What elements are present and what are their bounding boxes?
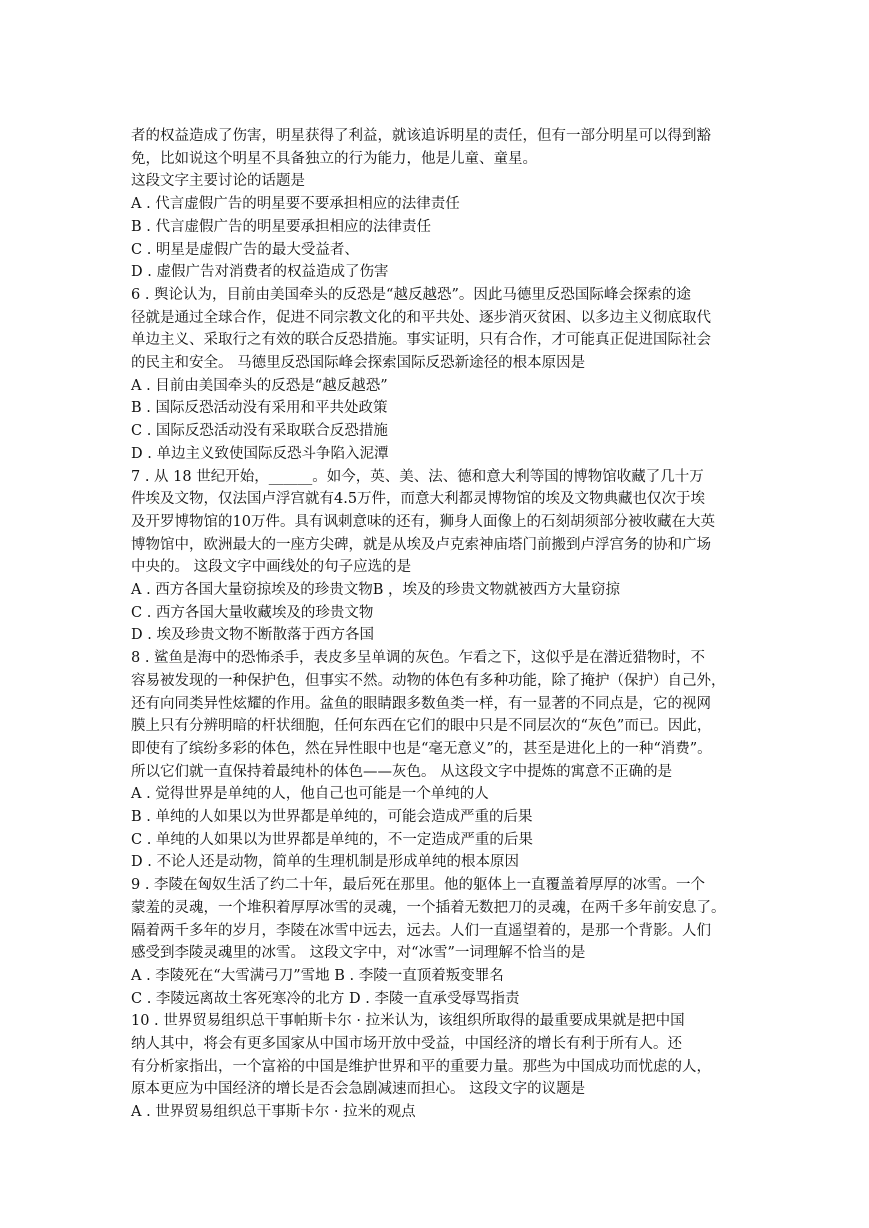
text-line: A . 李陵死在“大雪满弓刀”雪地 B . 李陵一直顶着叛变罪名 — [131, 967, 504, 984]
text-line: 原本更应为中国经济的增长是否会急剧减速而担心。 这段文字的议题是 — [131, 1081, 586, 1098]
text-line: 容易被发现的一种保护色，但事实不然。动物的体色有多种功能，除了掩护（保护）自己外， — [131, 672, 726, 689]
text-line: 6 . 舆论认为，目前由美国牵头的反恐是“越反越恐”。因此马德里反恐国际峰会探索的途 — [131, 286, 691, 303]
text-line: A . 目前由美国牵头的反恐是“越反越恐” — [131, 377, 388, 394]
text-line: 10 . 世界贸易组织总干事帕斯卡尔 · 拉米认为，该组织所取得的最重要成果就是把中国 — [131, 1013, 685, 1030]
text-line: 7 . 从 18 世纪开始，______。如今，英、美、法、德和意大利等国的博物馆收藏了几十万 — [131, 468, 704, 485]
text-line: 单边主义、采取行之有效的联合反恐措施。事实证明，只有合作，才可能真正促进国际社会 — [131, 332, 711, 349]
text-line: C . 明星是虚假广告的最大受益者、 — [131, 241, 359, 258]
text-line: C . 国际反恐活动没有采取联合反恐措施 — [131, 423, 388, 440]
text-line: D . 不论人还是动物，简单的生理机制是形成单纯的根本原因 — [131, 854, 519, 871]
text-line: 纳人其中，将会有更多国家从中国市场开放中受益，中国经济的增长有利于所有人。还 — [131, 1036, 682, 1052]
text-line: 免，比如说这个明星不具备独立的行为能力，他是儿童、童星。 — [131, 150, 537, 167]
text-line: 及开罗博物馆的10万件。具有讽刺意味的还有，狮身人面像上的石刻胡须部分被收藏在大英 — [131, 513, 715, 530]
text-line: A . 西方各国大量窃掠埃及的珍贵文物B ，埃及的珍贵文物就被西方大量窃掠 — [131, 582, 621, 598]
text-line: 者的权益造成了伤害，明星获得了利益，就该追诉明星的责任，但有一部分明星可以得到豁 — [131, 128, 711, 144]
text-line: 的民主和安全。 马德里反恐国际峰会探索国际反恐新途径的根本原因是 — [131, 355, 586, 371]
text-line: A . 代言虚假广告的明星要不要承担相应的法律责任 — [131, 196, 460, 213]
text-line: D . 单边主义致使国际反恐斗争陷入泥潭 — [131, 445, 389, 462]
text-line: B . 单纯的人如果以为世界都是单纯的，可能会造成严重的后果 — [131, 809, 533, 825]
text-line: 径就是通过全球合作，促进不同宗教文化的和平共处、逐步消灭贫困、以多边主义彻底取代 — [131, 309, 711, 326]
text-line: 感受到李陵灵魂里的冰雪。 这段文字中，对“冰雪”一词理解不恰当的是 — [131, 945, 586, 962]
text-line: 蒙羞的灵魂，一个堆积着厚厚冰雪的灵魂，一个插着无数把刀的灵魂，在两千多年前安息了。 — [131, 899, 726, 916]
text-line: D . 埃及珍贵文物不断散落于西方各国 — [131, 627, 374, 644]
text-line: B . 国际反恐活动没有采用和平共处政策 — [131, 400, 388, 417]
text-line: 这段文字主要讨论的话题是 — [131, 173, 305, 190]
text-line: C . 单纯的人如果以为世界都是单纯的，不一定造成严重的后果 — [131, 831, 533, 848]
text-line: 8 . 鲨鱼是海中的恐怖杀手，表皮多呈单调的灰色。乍看之下，这似乎是在潜近猎物时，不 — [131, 650, 706, 667]
text-line: B . 代言虚假广告的明星要承担相应的法律责任 — [131, 218, 431, 235]
text-line: 中央的。 这段文字中画线处的句子应选的是 — [131, 559, 412, 576]
text-line: 有分析家指出，一个富裕的中国是维护世界和平的重要力量。那些为中国成功而忧虑的人， — [131, 1058, 711, 1075]
text-line: A . 世界贸易组织总干事斯卡尔 · 拉米的观点 — [131, 1104, 416, 1121]
text-line: D . 虚假广告对消费者的权益造成了伤害 — [131, 264, 389, 281]
text-line: 9 . 李陵在匈奴生活了约二十年，最后死在那里。他的躯体上一直覆盖着厚厚的冰雪。一个 — [131, 877, 706, 894]
text-line: 即使有了缤纷多彩的体色，然在异性眼中也是“毫无意义”的，甚至是进化上的一种“消费”。 — [131, 740, 712, 757]
text-line: 件埃及文物，仅法国卢浮宫就有4.5万件，而意大利都灵博物馆的埃及文物典藏也仅次于埃 — [131, 491, 706, 508]
text-line: 所以它们就一直保持着最纯朴的体色——灰色。 从这段文字中提炼的寓意不正确的是 — [131, 763, 673, 780]
text-line: 隔着两千多年的岁月，李陵在冰雪中远去，远去。人们一直遥望着的，是那一个背影。人们 — [131, 922, 711, 939]
text-line: C . 西方各国大量收藏埃及的珍贵文物 — [131, 604, 374, 621]
text-line: C . 李陵远离故土客死寒冷的北方 D . 李陵一直承受辱骂指责 — [131, 990, 520, 1007]
text-line: 膜上只有分辨明暗的杆状细胞，任何东西在它们的眼中只是不同层次的“灰色”而已。因此， — [131, 718, 712, 735]
text-line: 博物馆中，欧洲最大的一座方尖碑，就是从埃及卢克索神庙塔门前搬到卢浮宫务的协和广场 — [131, 536, 711, 553]
text-line: A . 觉得世界是单纯的人，他自己也可能是一个单纯的人 — [131, 786, 489, 803]
text-line: 还有向同类异性炫耀的作用。盆鱼的眼睛跟多数鱼类一样，有一显著的不同点是，它的视网 — [131, 695, 711, 712]
